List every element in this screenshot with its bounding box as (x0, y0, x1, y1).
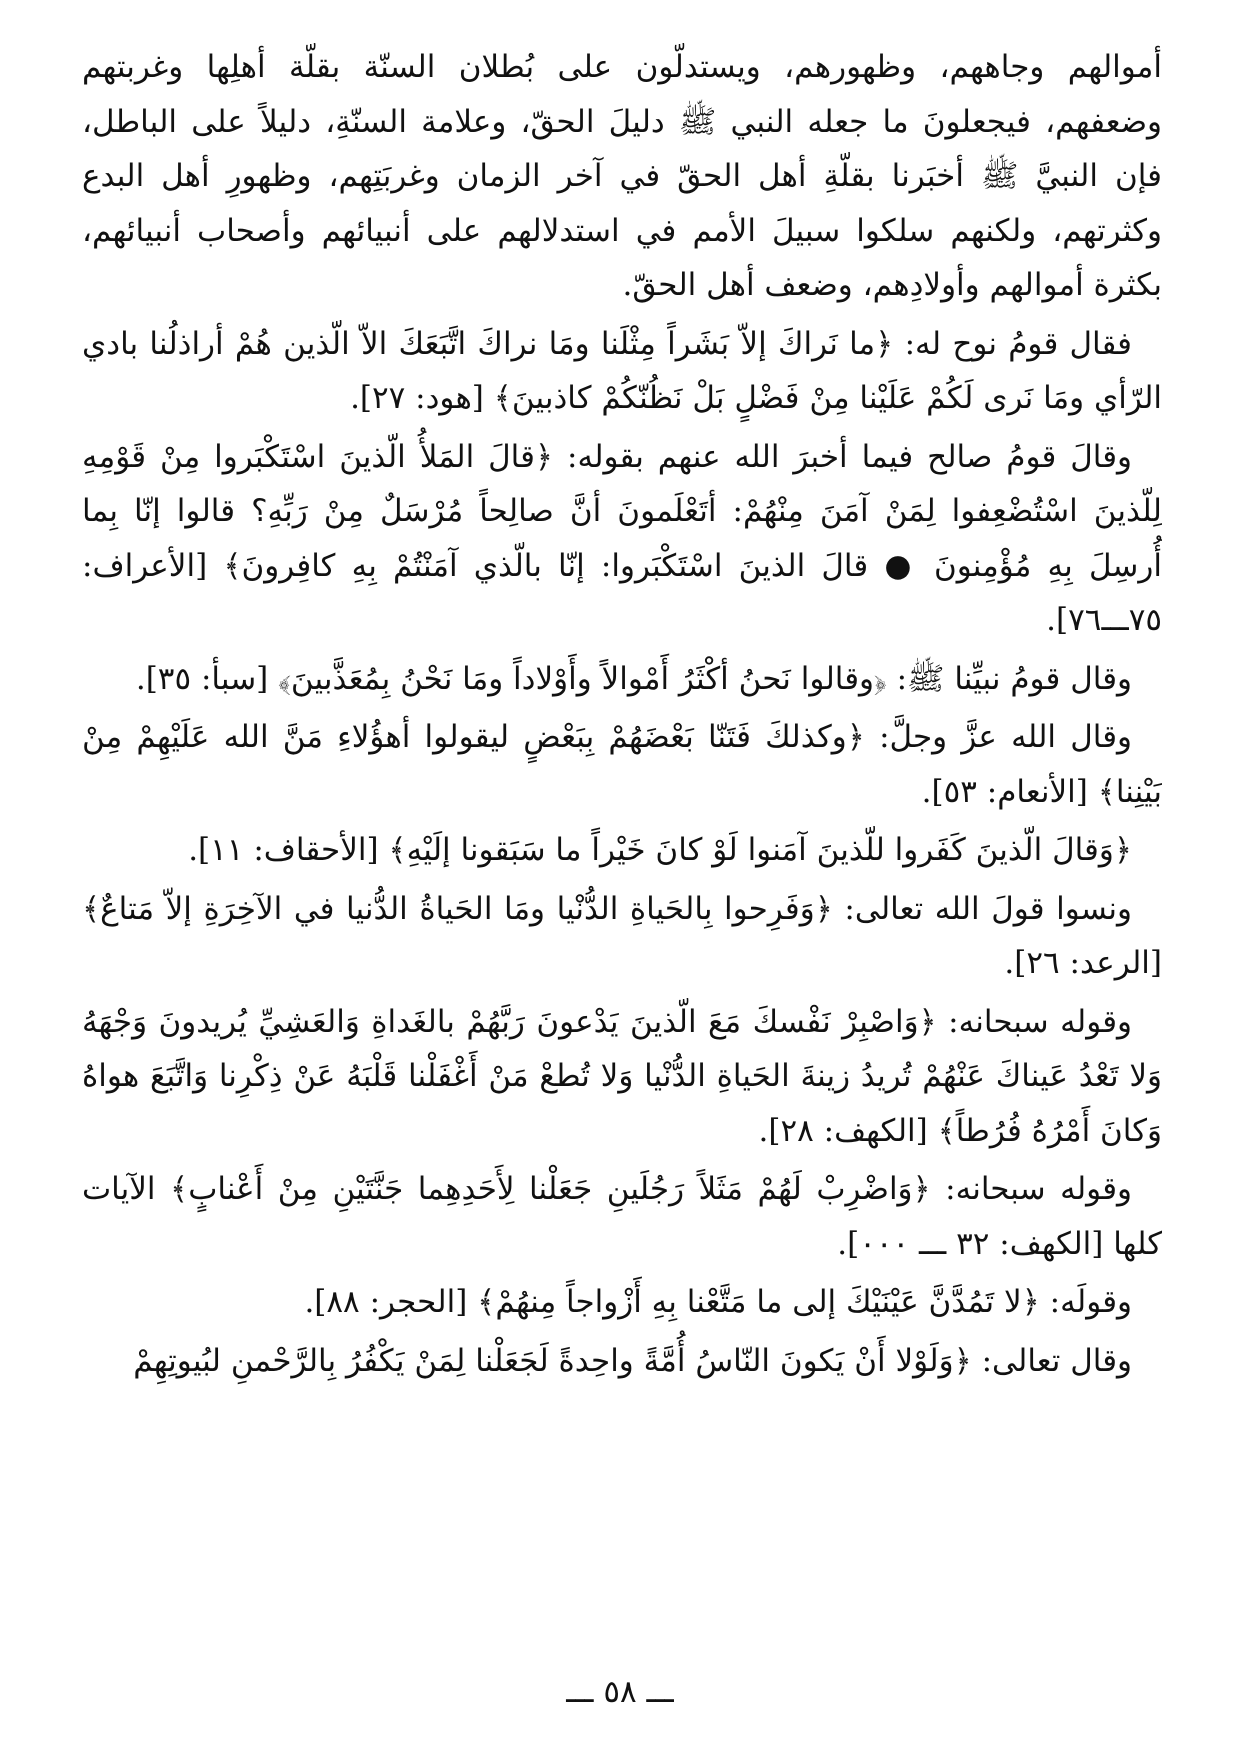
paragraph-4: وقال قومُ نبيِّنا ﷺ: ﴿وقالوا نَحنُ أكْثَرُ أَمْوالاً وأَوْلاداً ومَا نَحْنُ بِمُعَذَّبينَ﴾ [سبأ: ٣٥]. (135, 660, 1132, 697)
paragraph-3: وقالَ قومُ صالح فيما أخبرَ الله عنهم بقوله: ﴿قالَ المَلأُ الّذينَ اسْتَكْبَروا مِنْ قَوْمِهِ لِلّذينَ اسْتُضْعِفوا لِمَنْ آمَنَ مِنْهُمْ: أتَعْلَمونَ أنَّ صالِحاً مُرْسَلٌ مِنْ رَبِّهِ؟ قالوا إنّا بِما أُرسِلَ بِهِ مُؤْمِنونَ ● قالَ الذينَ اسْتَكْبَروا: إنّا بالّذي آمَنْتُمْ بِهِ كافِرونَ﴾ [الأعراف: ٧٥ـــ٧٦]. (82, 438, 1162, 638)
paragraph-11: وقال تعالى: ﴿وَلَوْلا أَنْ يَكونَ النّاسُ أُمَّةً واحِدةً لَجَعَلْنا لِمَنْ يَكْفُرُ بِالرَّحْمنِ لبُيوتِهِمْ (133, 1342, 1132, 1379)
page-body (82, 40, 1162, 1630)
page-number: ـــ ٥٨ ـــ (566, 1674, 674, 1710)
paragraph-10: وقولَه: ﴿لا تَمُدَّنَّ عَيْنَيْكَ إلى ما مَتَّعْنا بِهِ أَزْواجاً مِنهُمْ﴾ [الحجر: ٨٨]. (304, 1284, 1132, 1320)
paragraph-9: وقوله سبحانه: ﴿وَاضْرِبْ لَهُمْ مَثَلاً رَجُلَينِ جَعَلْنا لِأَحَدِهِما جَنَّتَيْنِ مِنْ أَعْنابٍ﴾ الآيات كلها [الكهف: ٣٢ ـــ ٠٠٠]. (82, 1171, 1162, 1262)
paragraph-8: وقوله سبحانه: ﴿وَاصْبِرْ نَفْسكَ مَعَ الّذينَ يَدْعونَ رَبَّهُمْ بالغَداةِ وَالعَشِيِّ يُريدونَ وَجْهَهُ وَلا تَعْدُ عَيناكَ عَنْهُمْ تُريدُ زينةَ الحَياةِ الدُّنْيا وَلا تُطعْ مَنْ أَغْفَلْنا قَلْبَهُ عَنْ ذِكْرِنا وَاتَّبَعَ هواهُ وَكانَ أَمْرُهُ فُرُطاً﴾ [الكهف: ٢٨]. (82, 1003, 1162, 1149)
paragraph-1: أموالهم وجاههم، وظهورهم، ويستدلّون على بُطلان السنّة بقلّة أهلِها وغربتهم وضعفهم، فيجعلونَ ما جعله النبي ﷺ دليلَ الحقّ، وعلامة السنّةِ، دليلاً على الباطل، فإن النبيَّ ﷺ أخبَرنا بقلّةِ أهل الحقّ في آخر الزمان وغربَتِهم، وظهورِ أهل البدع وكثرتهم، ولكنهم سلكوا سبيلَ الأمم في استدلالهم على أنبيائهم وأصحاب أنبيائهم، بكثرة أموالهم وأولادِهم، وضعف أهل الحقّ. (82, 49, 1162, 303)
paragraph-5: وقال الله عزَّ وجلَّ: ﴿وكذلكَ فَتَنّا بَعْضَهُمْ بِبَعْضٍ ليقولوا أهؤُلاءِ مَنَّ الله عَلَيْهِمْ مِنْ بَيْنِنا﴾ [الأنعام: ٥٣]. (82, 719, 1162, 810)
paragraph-6: ﴿وَقالَ الّذينَ كَفَروا للّذينَ آمَنوا لَوْ كانَ خَيْراً ما سَبَقونا إلَيْهِ﴾ [الأحقاف: ١١]. (188, 832, 1132, 868)
paragraph-7: ونسوا قولَ الله تعالى: ﴿وَفَرِحوا بِالحَياةِ الدُّنْيا ومَا الحَياةُ الدُّنيا في الآخِرَةِ إلاّ مَتاعٌ﴾ [الرعد: ٢٦]. (82, 890, 1162, 981)
paragraph-2: فقال قومُ نوح له: ﴿ما نَراكَ إلاّ بَشَراً مِثْلَنا ومَا نراكَ اتَّبَعَكَ الاّ الّذين هُمْ أراذلُنا بادي الرّأي ومَا نَرى لَكُمْ عَلَيْنا مِنْ فَضْلٍ بَلْ نَظُنّكُمْ كاذبينَ﴾ [هود: ٢٧]. (82, 325, 1162, 416)
